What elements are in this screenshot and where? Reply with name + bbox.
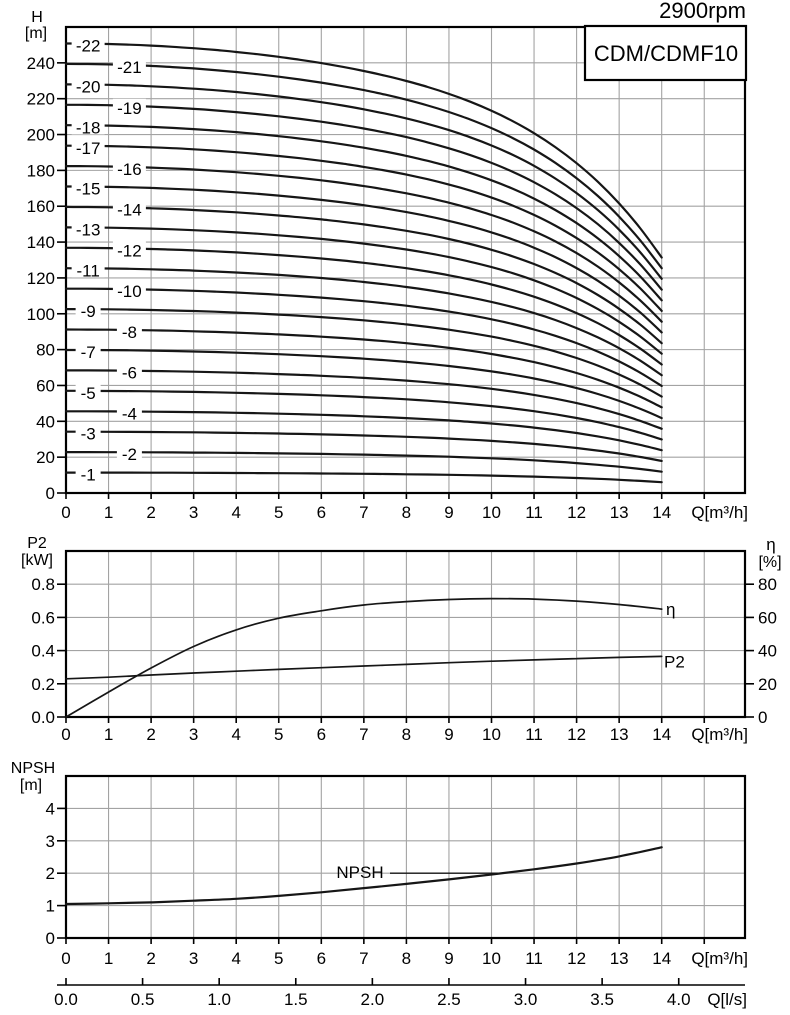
ls-tick-label: 3.5: [590, 990, 614, 1009]
y-tick-label: 0.2: [31, 674, 55, 694]
x-tick-label: 3: [188, 949, 199, 968]
x-axis-unit-label: Q[m³/h]: [691, 949, 748, 968]
y-tick-label: 80: [36, 340, 55, 360]
x-tick-label: 1: [103, 725, 114, 744]
y-tick-label-right: 80: [758, 575, 777, 595]
y-tick-label: 40: [36, 412, 55, 432]
curve-label--8: -8: [121, 322, 137, 342]
ls-tick-label: 1.0: [207, 990, 232, 1009]
y-axis-title-npsh: NPSH: [10, 760, 56, 777]
x-tick-label: 13: [609, 503, 629, 522]
x-axis-unit-label: Q[m³/h]: [691, 503, 748, 522]
x-tick-label: 3: [188, 503, 199, 522]
y-tick-label: 0: [45, 929, 55, 948]
ls-tick-label: 0.0: [54, 990, 78, 1009]
x-tick-label: 13: [609, 725, 629, 744]
curve-label--12: -12: [117, 241, 142, 261]
curve-label--3: -3: [80, 424, 96, 444]
curve-label--19: -19: [117, 98, 142, 118]
y-tick-label: 160: [26, 197, 55, 217]
curve-label--5: -5: [80, 383, 96, 403]
y-axis-title-eta-unit: [%]: [758, 554, 782, 571]
y-tick-label-right: 60: [758, 608, 777, 628]
x-tick-label: 2: [146, 725, 156, 744]
x-tick-label: 14: [652, 949, 672, 968]
curve-label--20: -20: [75, 77, 101, 97]
curve-label--21: -21: [117, 58, 142, 78]
x-tick-label: 10: [482, 949, 501, 968]
curve-label--1: -1: [80, 465, 96, 485]
curve-label--2: -2: [121, 445, 137, 465]
y-axis-title-p2-unit: [kW]: [21, 552, 53, 569]
y-tick-label: 140: [26, 233, 55, 253]
ls-tick-label: 4.0: [666, 990, 691, 1009]
y-tick-label: 0.4: [31, 641, 55, 661]
x-tick-label: 6: [316, 725, 327, 744]
y-axis-title-eta: η: [766, 535, 776, 554]
x-tick-label: 13: [609, 949, 629, 968]
x-tick-label: 5: [274, 725, 284, 744]
x-tick-label: 1: [103, 503, 114, 522]
curve-label--15: -15: [75, 179, 101, 199]
curve-label--14: -14: [117, 200, 142, 220]
series-label-NPSH: NPSH: [336, 863, 384, 883]
y-tick-label: 60: [36, 376, 55, 396]
x-tick-label: 8: [401, 949, 412, 968]
y-tick-label: 1: [45, 896, 55, 916]
curve-label--18: -18: [75, 118, 101, 138]
curve-label--13: -13: [75, 220, 101, 240]
x-tick-label: 6: [316, 949, 327, 968]
ls-tick-label: 2.0: [360, 990, 385, 1009]
x-tick-label: 4: [231, 725, 241, 744]
curve-label--16: -16: [117, 159, 142, 179]
y-tick-label: 0.6: [31, 608, 55, 628]
model-label: CDM/CDMF10: [593, 41, 739, 66]
x-tick-label: 4: [231, 949, 241, 968]
y-axis-title: H: [31, 9, 43, 26]
curve-label--10: -10: [117, 282, 142, 302]
x-tick-label: 1: [103, 949, 114, 968]
y-tick-label-right: 40: [758, 641, 777, 661]
x-tick-label: 11: [525, 725, 543, 744]
x-tick-label: 14: [652, 503, 672, 522]
y-tick-label: 0.0: [31, 708, 55, 727]
x-tick-label: 3: [188, 725, 199, 744]
ls-axis-unit-label: Q[l/s]: [707, 990, 747, 1009]
ls-tick-label: 1.5: [283, 990, 308, 1009]
y-tick-label: 240: [26, 53, 55, 73]
y-tick-label: 4: [45, 799, 55, 819]
x-tick-label: 10: [482, 725, 501, 744]
y-tick-label: 3: [45, 831, 55, 851]
y-tick-label-right: 0: [758, 708, 768, 727]
y-tick-label: 180: [26, 161, 55, 181]
y-tick-label: 0.8: [31, 575, 55, 595]
curve-label--9: -9: [80, 302, 96, 322]
y-tick-label: 120: [26, 268, 55, 288]
y-tick-label: 100: [26, 304, 55, 324]
x-axis-unit-label: Q[m³/h]: [691, 725, 748, 744]
x-tick-label: 10: [482, 503, 501, 522]
y-tick-label: 2: [45, 864, 55, 884]
series-label-P2: P2: [664, 652, 685, 672]
x-tick-label: 9: [444, 949, 454, 968]
x-tick-label: 7: [359, 949, 369, 968]
x-tick-label: 0: [61, 725, 71, 744]
ls-tick-label: 3.0: [513, 990, 538, 1009]
x-tick-label: 11: [525, 949, 543, 968]
x-tick-label: 5: [274, 503, 284, 522]
x-tick-label: 5: [274, 949, 284, 968]
y-tick-label: 0: [45, 484, 55, 503]
x-tick-label: 8: [401, 503, 412, 522]
curve-label--6: -6: [121, 363, 137, 383]
x-tick-label: 4: [231, 503, 241, 522]
y-tick-label: 220: [26, 89, 55, 109]
x-tick-label: 2: [146, 503, 156, 522]
series-label-η: η: [666, 600, 676, 620]
y-tick-label: 200: [26, 125, 55, 145]
curve-label--4: -4: [121, 404, 137, 424]
x-tick-label: 11: [525, 503, 543, 522]
y-axis-title-npsh-unit: [m]: [19, 777, 43, 794]
x-tick-label: 0: [61, 949, 71, 968]
rpm-label: 2900rpm: [659, 0, 746, 23]
ls-tick-label: 0.5: [130, 990, 155, 1009]
curve-label--22: -22: [75, 36, 101, 56]
x-tick-label: 12: [567, 503, 587, 522]
ls-tick-label: 2.5: [437, 990, 461, 1009]
x-tick-label: 2: [146, 949, 156, 968]
y-axis-title-p2: P2: [27, 535, 47, 552]
x-tick-label: 14: [652, 725, 672, 744]
y-axis-title-unit: [m]: [24, 25, 48, 42]
x-tick-label: 12: [567, 949, 587, 968]
y-tick-label-right: 20: [758, 674, 777, 694]
x-tick-label: 9: [444, 503, 454, 522]
x-tick-label: 9: [444, 725, 454, 744]
x-tick-label: 0: [61, 503, 71, 522]
x-tick-label: 6: [316, 503, 327, 522]
y-tick-label: 20: [36, 448, 55, 468]
curve-label--17: -17: [75, 138, 101, 158]
x-tick-label: 8: [401, 725, 412, 744]
curve-label--11: -11: [76, 261, 100, 281]
x-tick-label: 7: [359, 725, 369, 744]
curve-label--7: -7: [80, 343, 96, 363]
x-tick-label: 7: [359, 503, 369, 522]
x-tick-label: 12: [567, 725, 587, 744]
